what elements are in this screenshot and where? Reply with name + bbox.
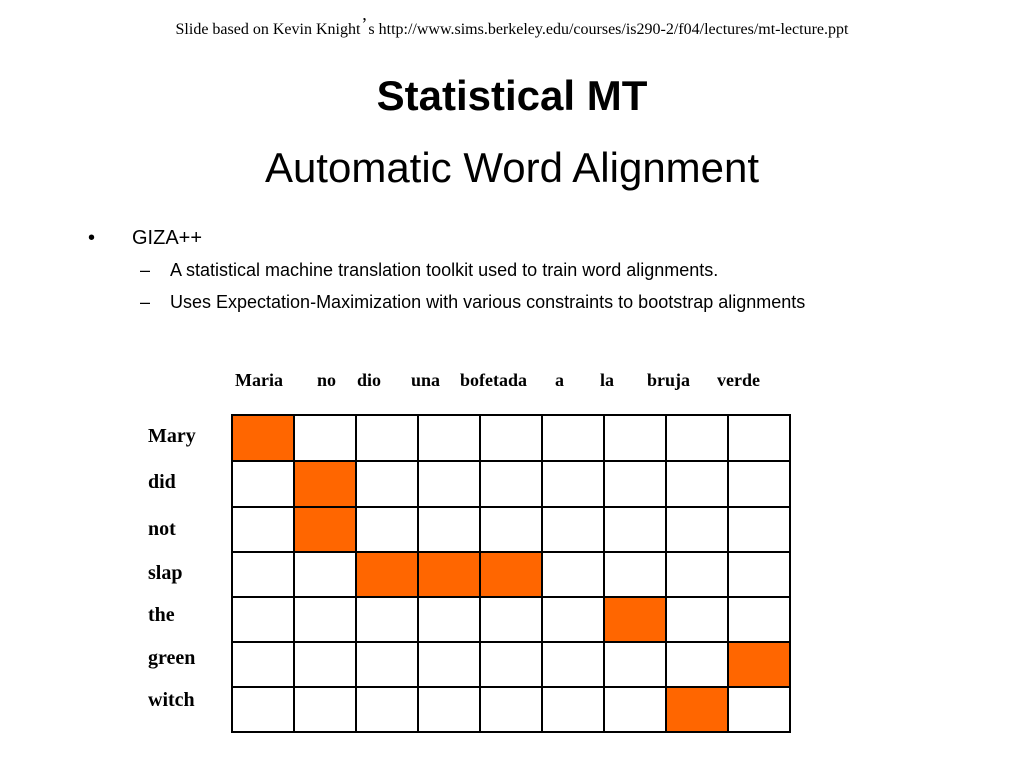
column-header-word: bruja	[647, 370, 691, 390]
bullet-item	[88, 227, 202, 250]
alignment-cell-aligned	[356, 552, 418, 597]
alignment-cell-empty	[232, 597, 294, 642]
column-header-word: la	[600, 370, 615, 390]
column-header-word: Maria	[235, 370, 283, 390]
alignment-cell-empty	[604, 552, 666, 597]
alignment-cell-aligned	[294, 507, 356, 552]
alignment-cell-aligned	[232, 415, 294, 461]
alignment-cell-empty	[604, 415, 666, 461]
alignment-cell-empty	[542, 597, 604, 642]
bullet-dot: •	[88, 227, 96, 249]
sub-bullet-text: A statistical machine translation toolkit used to train word alignments.	[170, 260, 719, 280]
alignment-cell-empty	[666, 552, 728, 597]
alignment-cell-empty	[666, 642, 728, 687]
alignment-cell-empty	[480, 461, 542, 507]
alignment-cell-empty	[666, 507, 728, 552]
alignment-cell-empty	[480, 597, 542, 642]
alignment-cell-empty	[728, 507, 790, 552]
credit-url-text: s http://www.sims.berkeley.edu/courses/is290-2/f04/lectures/mt-lecture.ppt	[368, 21, 849, 38]
alignment-cell-empty	[542, 642, 604, 687]
alignment-cell-empty	[480, 507, 542, 552]
alignment-cell-empty	[418, 507, 480, 552]
alignment-cell-empty	[542, 461, 604, 507]
alignment-cell-empty	[294, 597, 356, 642]
column-header-word: verde	[717, 370, 760, 390]
sub-bullet-dash: –	[140, 260, 151, 280]
alignment-cell-empty	[232, 507, 294, 552]
alignment-cell-empty	[232, 552, 294, 597]
source-credit	[0, 14, 1024, 39]
alignment-cell-empty	[356, 687, 418, 732]
alignment-cell-empty	[728, 415, 790, 461]
alignment-cell-empty	[728, 687, 790, 732]
matrix-row	[232, 507, 790, 552]
alignment-cell-empty	[728, 461, 790, 507]
alignment-cell-empty	[666, 415, 728, 461]
alignment-cell-empty	[232, 687, 294, 732]
alignment-cell-empty	[604, 461, 666, 507]
alignment-cell-aligned	[666, 687, 728, 732]
alignment-cell-empty	[294, 642, 356, 687]
alignment-cell-empty	[604, 507, 666, 552]
alignment-cell-empty	[356, 415, 418, 461]
alignment-cell-empty	[356, 642, 418, 687]
alignment-cell-empty	[418, 642, 480, 687]
alignment-cell-aligned	[418, 552, 480, 597]
sub-bullet-item	[140, 259, 910, 282]
alignment-cell-empty	[480, 415, 542, 461]
slide-subtitle: Automatic Word Alignment	[264, 144, 760, 191]
alignment-cell-empty	[542, 552, 604, 597]
alignment-cell-empty	[232, 461, 294, 507]
alignment-cell-empty	[542, 687, 604, 732]
alignment-cell-empty	[418, 687, 480, 732]
sub-bullet-text: Uses Expectation-Maximization with various constraints to bootstrap alignments	[170, 292, 806, 312]
alignment-cell-empty	[294, 552, 356, 597]
slide-title: Statistical MT	[376, 72, 648, 119]
credit-apostrophe: ’	[361, 14, 368, 34]
alignment-cell-aligned	[728, 642, 790, 687]
alignment-cell-empty	[666, 597, 728, 642]
alignment-cell-empty	[480, 687, 542, 732]
alignment-cell-aligned	[480, 552, 542, 597]
alignment-cell-empty	[604, 687, 666, 732]
column-header-word: no	[317, 370, 337, 390]
credit-text: Slide based on Kevin Knight	[175, 21, 361, 38]
matrix-row	[232, 415, 790, 461]
column-header-word: a	[555, 370, 564, 390]
alignment-cell-empty	[294, 415, 356, 461]
alignment-cell-empty	[480, 642, 542, 687]
sub-bullet-item	[140, 291, 910, 314]
alignment-cell-aligned	[604, 597, 666, 642]
alignment-cell-empty	[542, 507, 604, 552]
alignment-cell-empty	[418, 597, 480, 642]
matrix-row	[232, 642, 790, 687]
alignment-cell-aligned	[294, 461, 356, 507]
alignment-cell-empty	[542, 415, 604, 461]
alignment-cell-empty	[356, 597, 418, 642]
row-label-word: witch	[148, 689, 195, 711]
alignment-cell-empty	[418, 415, 480, 461]
alignment-cell-empty	[728, 597, 790, 642]
row-label-word: Mary	[148, 425, 196, 447]
row-label-word: the	[148, 604, 175, 626]
row-label-word: slap	[148, 562, 183, 584]
alignment-cell-empty	[356, 507, 418, 552]
column-header-word: una	[411, 370, 441, 390]
matrix-row	[232, 552, 790, 597]
matrix-row	[232, 461, 790, 507]
matrix-row	[232, 687, 790, 732]
alignment-cell-empty	[294, 687, 356, 732]
column-header-word: bofetada	[460, 370, 527, 390]
column-header-word: dio	[357, 370, 382, 390]
alignment-cell-empty	[356, 461, 418, 507]
row-label-word: green	[148, 647, 196, 669]
bullet-text: GIZA++	[132, 227, 203, 249]
row-label-word: not	[148, 518, 176, 540]
row-label-word: did	[148, 471, 176, 493]
alignment-matrix	[231, 414, 791, 733]
matrix-row	[232, 597, 790, 642]
alignment-cell-empty	[604, 642, 666, 687]
alignment-cell-empty	[728, 552, 790, 597]
alignment-cell-empty	[232, 642, 294, 687]
alignment-cell-empty	[666, 461, 728, 507]
alignment-cell-empty	[418, 461, 480, 507]
sub-bullet-dash: –	[140, 292, 151, 312]
